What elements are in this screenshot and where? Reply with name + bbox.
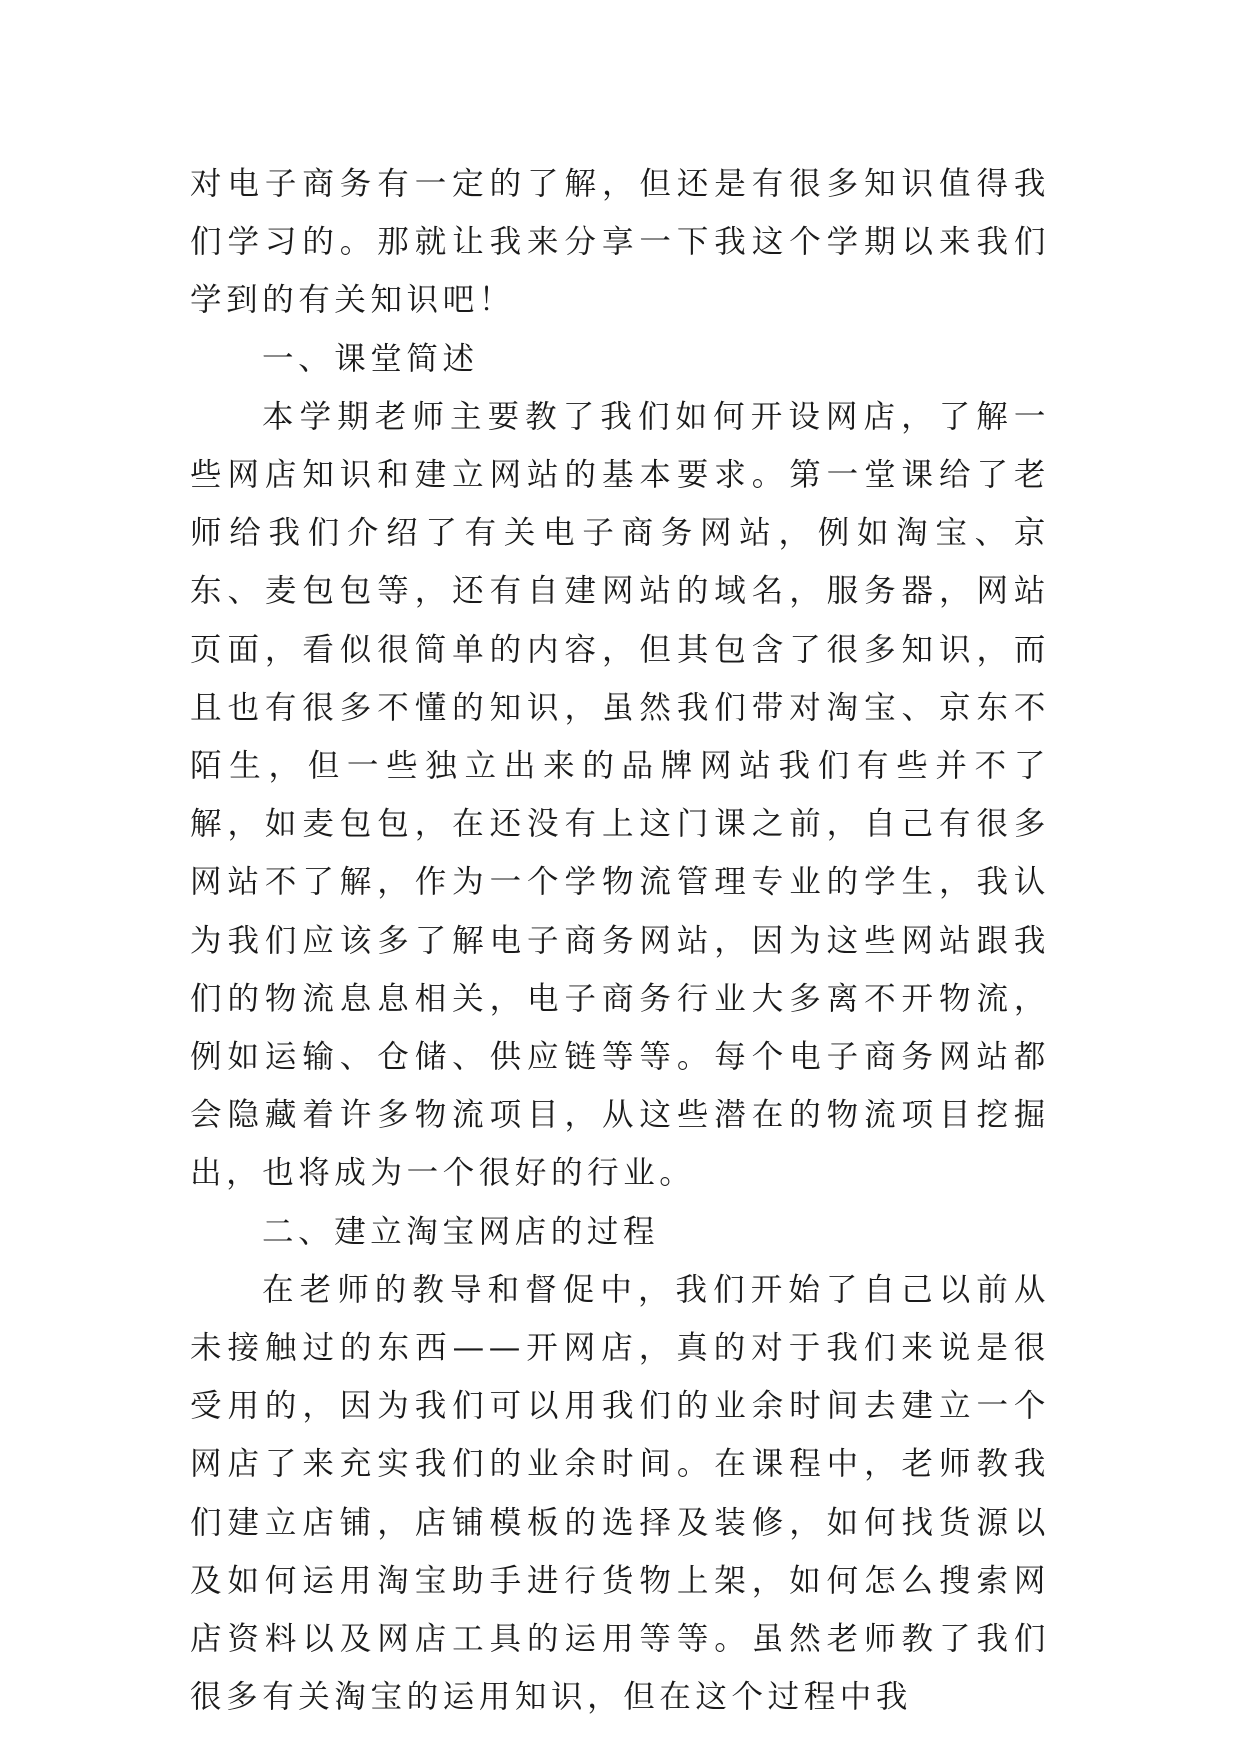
document-page bbox=[190, 155, 1050, 1726]
intro-paragraph: 对电子商务有一定的了解，但还是有很多知识值得我们学习的。那就让我来分享一下我这个学期以来我们学到的有关知识吧！ bbox=[190, 166, 1050, 319]
section-heading-taobao-store: 二、建立淘宝网店的过程 bbox=[262, 1213, 660, 1250]
taobao-store-paragraph: 在老师的教导和督促中，我们开始了自己以前从未接触过的东西——开网店，真的对于我们来说是很受用的，因为我们可以用我们的业余时间去建立一个网店了来充实我们的业余时间。在课程中，老师教我们建立店铺，店铺模板的选择及装修，如何找货源以及如何运用淘宝助手进行货物上架，如何怎么搜索网店资料以及网店工具的运用等等。虽然老师教了我们很多有关淘宝的运用知识，但在这个过程中我 bbox=[190, 1271, 1050, 1716]
class-overview-paragraph: 本学期老师主要教了我们如何开设网店，了解一些网店知识和建立网站的基本要求。第一堂课给了老师给我们介绍了有关电子商务网站，例如淘宝、京东、麦包包等，还有自建网站的域名，服务器，网站页面，看似很简单的内容，但其包含了很多知识，而且也有很多不懂的知识，虽然我们带对淘宝、京东不陌生，但一些独立出来的品牌网站我们有些并不了解，如麦包包，在还没有上这门课之前，自己有很多网站不了解，作为一个学物流管理专业的学生，我认为我们应该多了解电子商务网站，因为这些网站跟我们的物流息息相关，电子商务行业大多离不开物流，例如运输、仓储、供应链等等。每个电子商务网站都会隐藏着许多物流项目，从这些潜在的物流项目挖掘出，也将成为一个很好的行业。 bbox=[190, 398, 1050, 1192]
section-heading-class-overview: 一、课堂简述 bbox=[262, 340, 479, 377]
